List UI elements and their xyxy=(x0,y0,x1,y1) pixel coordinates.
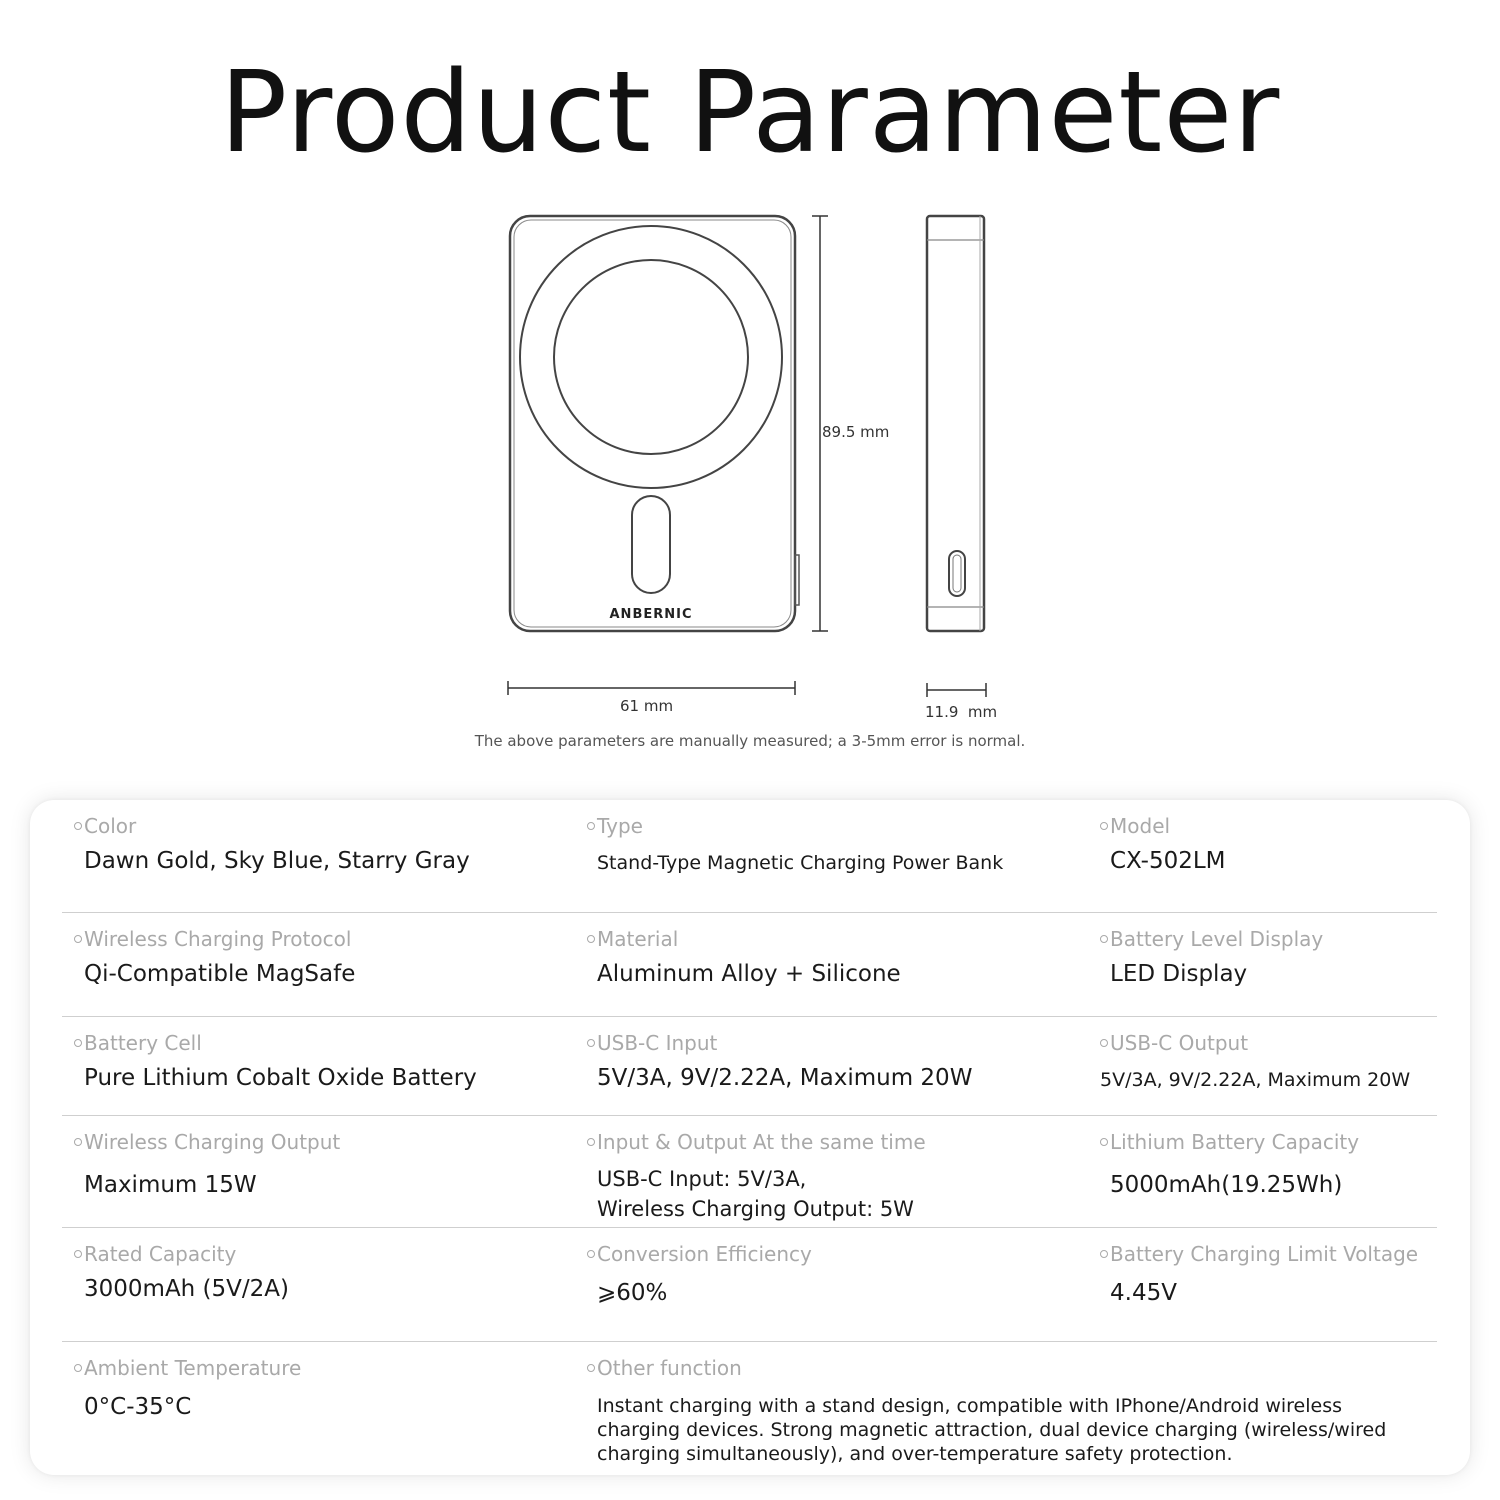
param-value: 5000mAh(19.25Wh) xyxy=(1110,1172,1343,1198)
param-label: Material xyxy=(597,927,679,951)
bullet-icon xyxy=(1100,935,1108,943)
param-lithium-capacity xyxy=(1100,1116,1440,1198)
param-label: Conversion Efficiency xyxy=(597,1242,812,1266)
page-title: Product Parameter xyxy=(219,48,1281,178)
param-value: Dawn Gold, Sky Blue, Starry Gray xyxy=(84,848,470,874)
param-label: Rated Capacity xyxy=(84,1242,237,1266)
bullet-icon xyxy=(587,1364,595,1372)
param-value xyxy=(587,1164,1087,1224)
param-value: Qi-Compatible MagSafe xyxy=(84,961,356,987)
param-value-line: Wireless Charging Output: 5W xyxy=(597,1197,914,1221)
bullet-icon xyxy=(74,822,82,830)
param-value: Stand-Type Magnetic Charging Power Bank xyxy=(597,852,1004,874)
param-value: 4.45V xyxy=(1110,1280,1177,1306)
bullet-icon xyxy=(587,1138,595,1146)
front-view-body xyxy=(510,216,795,631)
param-material xyxy=(587,913,1087,987)
bullet-icon xyxy=(587,1250,595,1258)
table-row xyxy=(62,1228,1437,1342)
param-value: Pure Lithium Cobalt Oxide Battery xyxy=(84,1065,477,1091)
param-wireless-protocol xyxy=(74,913,574,987)
bullet-icon xyxy=(1100,1138,1108,1146)
param-value: CX-502LM xyxy=(1110,848,1226,874)
param-value: ⩾60% xyxy=(597,1280,668,1306)
param-color xyxy=(74,800,574,874)
param-label: Color xyxy=(84,814,137,838)
param-usbc-input xyxy=(587,1017,1087,1091)
param-label: USB-C Input xyxy=(597,1031,718,1055)
param-label: Battery Cell xyxy=(84,1031,202,1055)
bullet-icon xyxy=(587,1039,595,1047)
param-value: 5V/3A, 9V/2.22A, Maximum 20W xyxy=(1100,1069,1411,1091)
param-label: Other function xyxy=(597,1356,742,1380)
param-battery-display xyxy=(1100,913,1440,987)
param-label: Battery Level Display xyxy=(1110,927,1324,951)
width-dimension-label: 61 mm xyxy=(620,697,674,715)
bullet-icon xyxy=(74,935,82,943)
table-row xyxy=(62,913,1437,1017)
bullet-icon xyxy=(74,1138,82,1146)
param-label: Battery Charging Limit Voltage xyxy=(1110,1242,1419,1266)
bullet-icon xyxy=(74,1039,82,1047)
depth-dimension-label: 11.9 mm xyxy=(925,703,998,721)
measurement-note: The above parameters are manually measured; a 3-5mm error is normal. xyxy=(474,732,1026,750)
bullet-icon xyxy=(1100,1250,1108,1258)
side-view-body xyxy=(927,216,984,631)
bullet-icon xyxy=(587,822,595,830)
bullet-icon xyxy=(1100,1039,1108,1047)
side-button xyxy=(795,555,799,605)
param-value-line: USB-C Input: 5V/3A, xyxy=(597,1167,807,1191)
param-value: Maximum 15W xyxy=(84,1172,257,1198)
table-row xyxy=(62,1342,1437,1475)
param-label: Ambient Temperature xyxy=(84,1356,302,1380)
param-label: USB-C Output xyxy=(1110,1031,1249,1055)
param-label: Input & Output At the same time xyxy=(597,1130,926,1154)
height-dimension-label: 89.5 mm xyxy=(822,423,890,441)
param-rated-capacity xyxy=(74,1228,574,1302)
product-dimension-diagram xyxy=(0,200,1500,760)
param-wireless-output xyxy=(74,1116,574,1198)
param-value: Instant charging with a stand design, compatible with IPhone/Android wireless charging devices. Strong magnetic attraction, dual device charging (wireless/wired charging simultaneously), and over-temperature safety protection. xyxy=(597,1395,1387,1465)
table-row xyxy=(62,1017,1437,1116)
param-usbc-output xyxy=(1100,1017,1440,1091)
param-value: Aluminum Alloy + Silicone xyxy=(597,961,901,987)
param-label: Wireless Charging Output xyxy=(84,1130,341,1154)
param-efficiency xyxy=(587,1228,1087,1306)
param-simultaneous-io xyxy=(587,1116,1087,1224)
param-label: Lithium Battery Capacity xyxy=(1110,1130,1360,1154)
param-label: Type xyxy=(597,814,643,838)
parameter-table xyxy=(30,800,1470,1475)
bullet-icon xyxy=(74,1250,82,1258)
param-type xyxy=(587,800,1087,874)
param-label: Wireless Charging Protocol xyxy=(84,927,352,951)
param-ambient-temp xyxy=(74,1342,574,1420)
bullet-icon xyxy=(587,935,595,943)
param-label: Model xyxy=(1110,814,1171,838)
bullet-icon xyxy=(1100,822,1108,830)
param-value: 0°C-35°C xyxy=(84,1394,192,1420)
param-other-function xyxy=(587,1342,1437,1466)
bullet-icon xyxy=(74,1364,82,1372)
power-bank-drawing xyxy=(0,200,1500,760)
param-model xyxy=(1100,800,1440,874)
param-battery-cell xyxy=(74,1017,574,1091)
param-value: LED Display xyxy=(1110,961,1248,987)
table-row xyxy=(62,1116,1437,1228)
param-limit-voltage xyxy=(1100,1228,1440,1306)
table-row xyxy=(62,800,1437,913)
brand-logo: ANBERNIC xyxy=(609,607,693,622)
param-value: 3000mAh (5V/2A) xyxy=(84,1276,289,1302)
param-value: 5V/3A, 9V/2.22A, Maximum 20W xyxy=(597,1065,973,1091)
